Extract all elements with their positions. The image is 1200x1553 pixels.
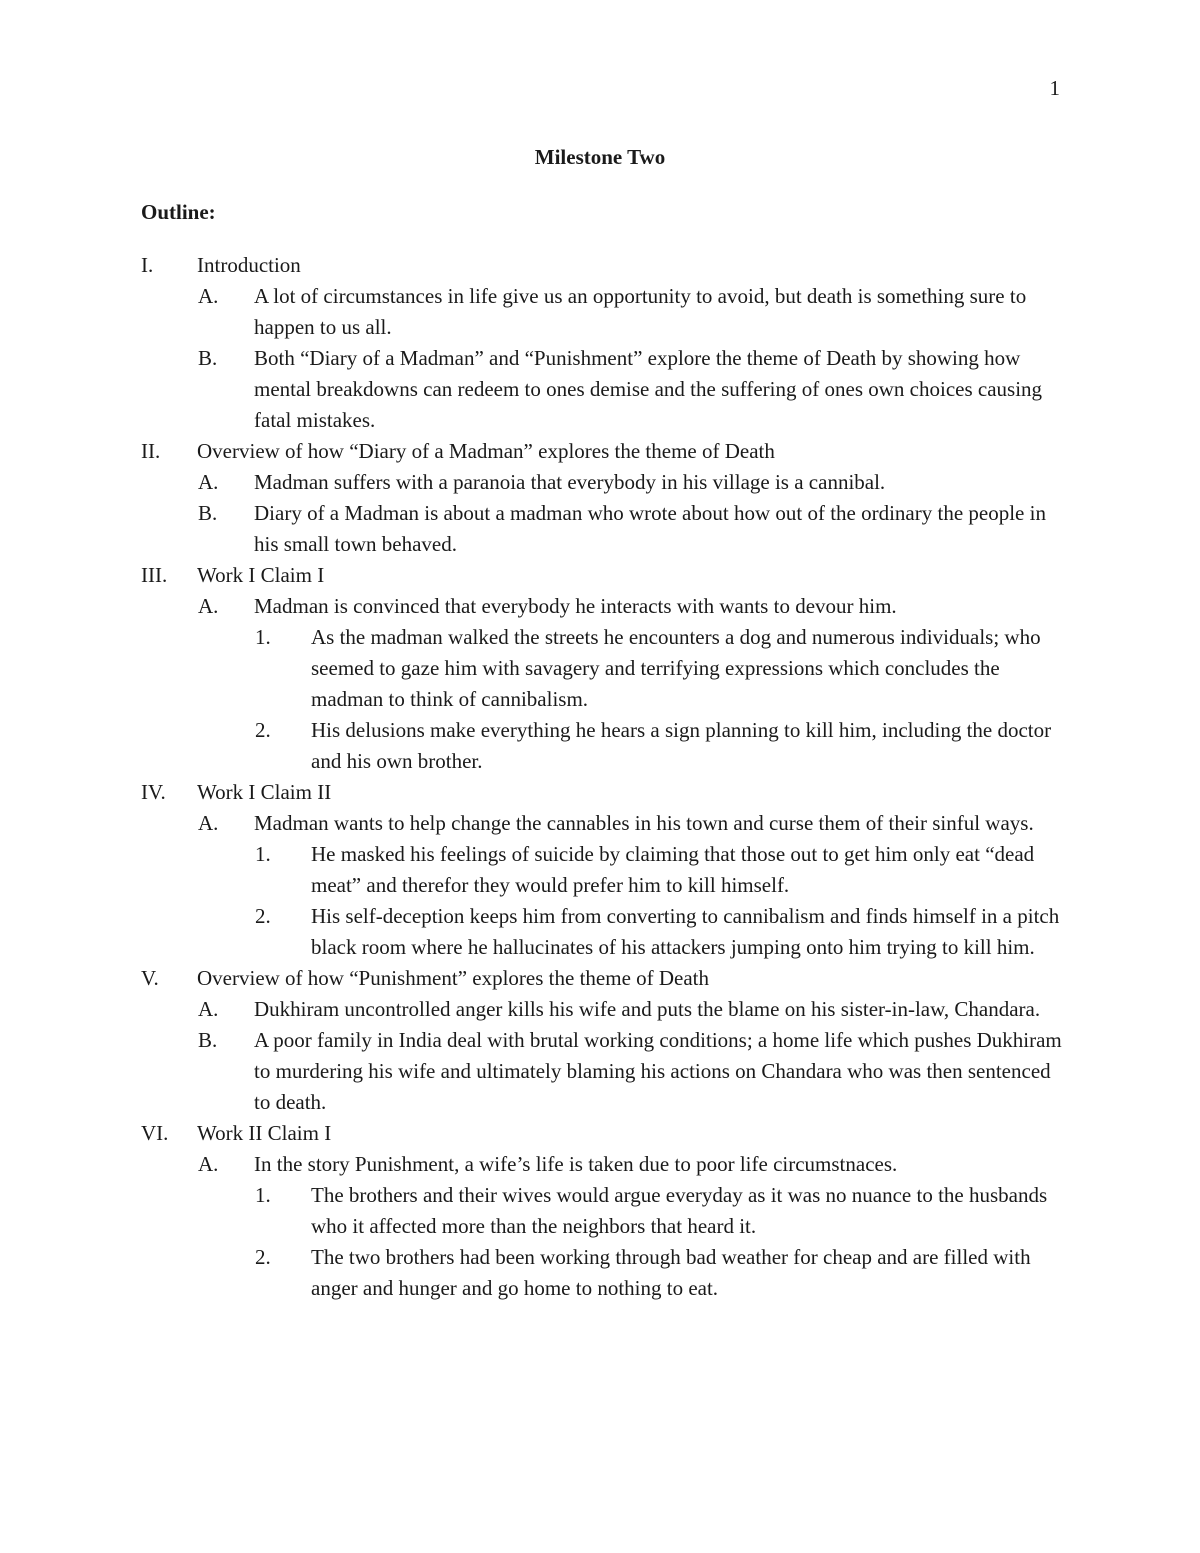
outline-text: As the madman walked the streets he encounters a dog and numerous individuals; who seemed to gaze him with savagery and terrifying expressions which concludes the madman to think of cannibalism. bbox=[311, 625, 1041, 711]
outline-marker: A. bbox=[198, 284, 219, 308]
outline-item-level-2 bbox=[141, 281, 1066, 343]
outline-marker: IV. bbox=[141, 780, 166, 804]
outline-marker: 2. bbox=[255, 1245, 271, 1269]
outline-item-level-2 bbox=[141, 343, 1066, 436]
outline-marker: 1. bbox=[255, 1183, 271, 1207]
outline-text: Overview of how “Diary of a Madman” explores the theme of Death bbox=[197, 439, 775, 463]
outline-text: Overview of how “Punishment” explores the theme of Death bbox=[197, 966, 710, 990]
outline-item-level-3 bbox=[141, 839, 1066, 901]
outline-item-level-1 bbox=[141, 963, 1066, 994]
outline-text: Diary of a Madman is about a madman who wrote about how out of the ordinary the people in his small town behaved. bbox=[254, 501, 1046, 556]
outline-text: The two brothers had been working through bad weather for cheap and are filled with anger and hunger and go home to nothing to eat. bbox=[311, 1245, 1031, 1300]
page-number: 1 bbox=[1049, 76, 1060, 100]
outline-item-level-1 bbox=[141, 436, 1066, 467]
outline-text: Madman is convinced that everybody he interacts with wants to devour him. bbox=[254, 594, 897, 618]
outline-marker: 1. bbox=[255, 842, 271, 866]
outline-text: In the story Punishment, a wife’s life is taken due to poor life circumstnaces. bbox=[254, 1152, 898, 1176]
outline-text: His delusions make everything he hears a sign planning to kill him, including the doctor and his own brother. bbox=[311, 718, 1052, 773]
outline-marker: A. bbox=[198, 1152, 219, 1176]
outline-item-level-1 bbox=[141, 560, 1066, 591]
outline-marker: 2. bbox=[255, 718, 271, 742]
outline-text: Work II Claim I bbox=[197, 1121, 332, 1145]
document-title: Milestone Two bbox=[534, 145, 666, 169]
outline-item-level-2 bbox=[141, 808, 1066, 839]
outline-item-level-3 bbox=[141, 1242, 1066, 1304]
outline-item-level-2 bbox=[141, 994, 1066, 1025]
outline-text: Work I Claim I bbox=[197, 563, 325, 587]
outline-marker: A. bbox=[198, 470, 219, 494]
outline-list bbox=[141, 250, 1066, 1304]
outline-text: Madman suffers with a paranoia that everybody in his village is a cannibal. bbox=[254, 470, 886, 494]
outline-item-level-2 bbox=[141, 591, 1066, 622]
outline-heading: Outline: bbox=[141, 200, 216, 224]
outline-marker: II. bbox=[141, 439, 161, 463]
outline-item-level-2 bbox=[141, 1149, 1066, 1180]
outline-text: Madman wants to help change the cannables in his town and curse them of their sinful ways. bbox=[254, 811, 1034, 835]
outline-item-level-1 bbox=[141, 250, 1066, 281]
outline-text: Both “Diary of a Madman” and “Punishment” explore the theme of Death by showing how mental breakdowns can redeem to ones demise and the suffering of ones own choices causing fatal mistakes. bbox=[254, 346, 1043, 432]
outline-text: A lot of circumstances in life give us an opportunity to avoid, but death is something sure to happen to us all. bbox=[254, 284, 1027, 339]
outline-text: The brothers and their wives would argue everyday as it was no nuance to the husbands who it affected more than the neighbors that heard it. bbox=[311, 1183, 1048, 1238]
outline-text: Work I Claim II bbox=[197, 780, 332, 804]
outline-marker: B. bbox=[198, 1028, 218, 1052]
outline-marker: I. bbox=[141, 253, 154, 277]
outline-marker: III. bbox=[141, 563, 168, 587]
outline-marker: B. bbox=[198, 346, 218, 370]
outline-item-level-3 bbox=[141, 622, 1066, 715]
outline-item-level-2 bbox=[141, 467, 1066, 498]
outline-marker: VI. bbox=[141, 1121, 169, 1145]
outline-marker: 2. bbox=[255, 904, 271, 928]
outline-item-level-3 bbox=[141, 715, 1066, 777]
outline-item-level-3 bbox=[141, 901, 1066, 963]
outline-text: He masked his feelings of suicide by claiming that those out to get him only eat “dead meat” and therefor they would prefer him to kill himself. bbox=[311, 842, 1035, 897]
outline-item-level-1 bbox=[141, 1118, 1066, 1149]
outline-text: Introduction bbox=[197, 253, 301, 277]
outline-marker: A. bbox=[198, 997, 219, 1021]
outline-marker: A. bbox=[198, 811, 219, 835]
outline-item-level-1 bbox=[141, 777, 1066, 808]
outline-text: Dukhiram uncontrolled anger kills his wife and puts the blame on his sister-in-law, Chandara. bbox=[254, 997, 1041, 1021]
outline-item-level-2 bbox=[141, 1025, 1066, 1118]
outline-item-level-2 bbox=[141, 498, 1066, 560]
outline-text: A poor family in India deal with brutal working conditions; a home life which pushes Dukhiram to murdering his wife and ultimately blaming his actions on Chandara who was then sentenced to death. bbox=[254, 1028, 1062, 1114]
outline-marker: 1. bbox=[255, 625, 271, 649]
outline-marker: V. bbox=[141, 966, 159, 990]
outline-marker: B. bbox=[198, 501, 218, 525]
outline-marker: A. bbox=[198, 594, 219, 618]
outline-text: His self-deception keeps him from converting to cannibalism and finds himself in a pitch black room where he hallucinates of his attackers jumping onto him trying to kill him. bbox=[311, 904, 1060, 959]
outline-item-level-3 bbox=[141, 1180, 1066, 1242]
